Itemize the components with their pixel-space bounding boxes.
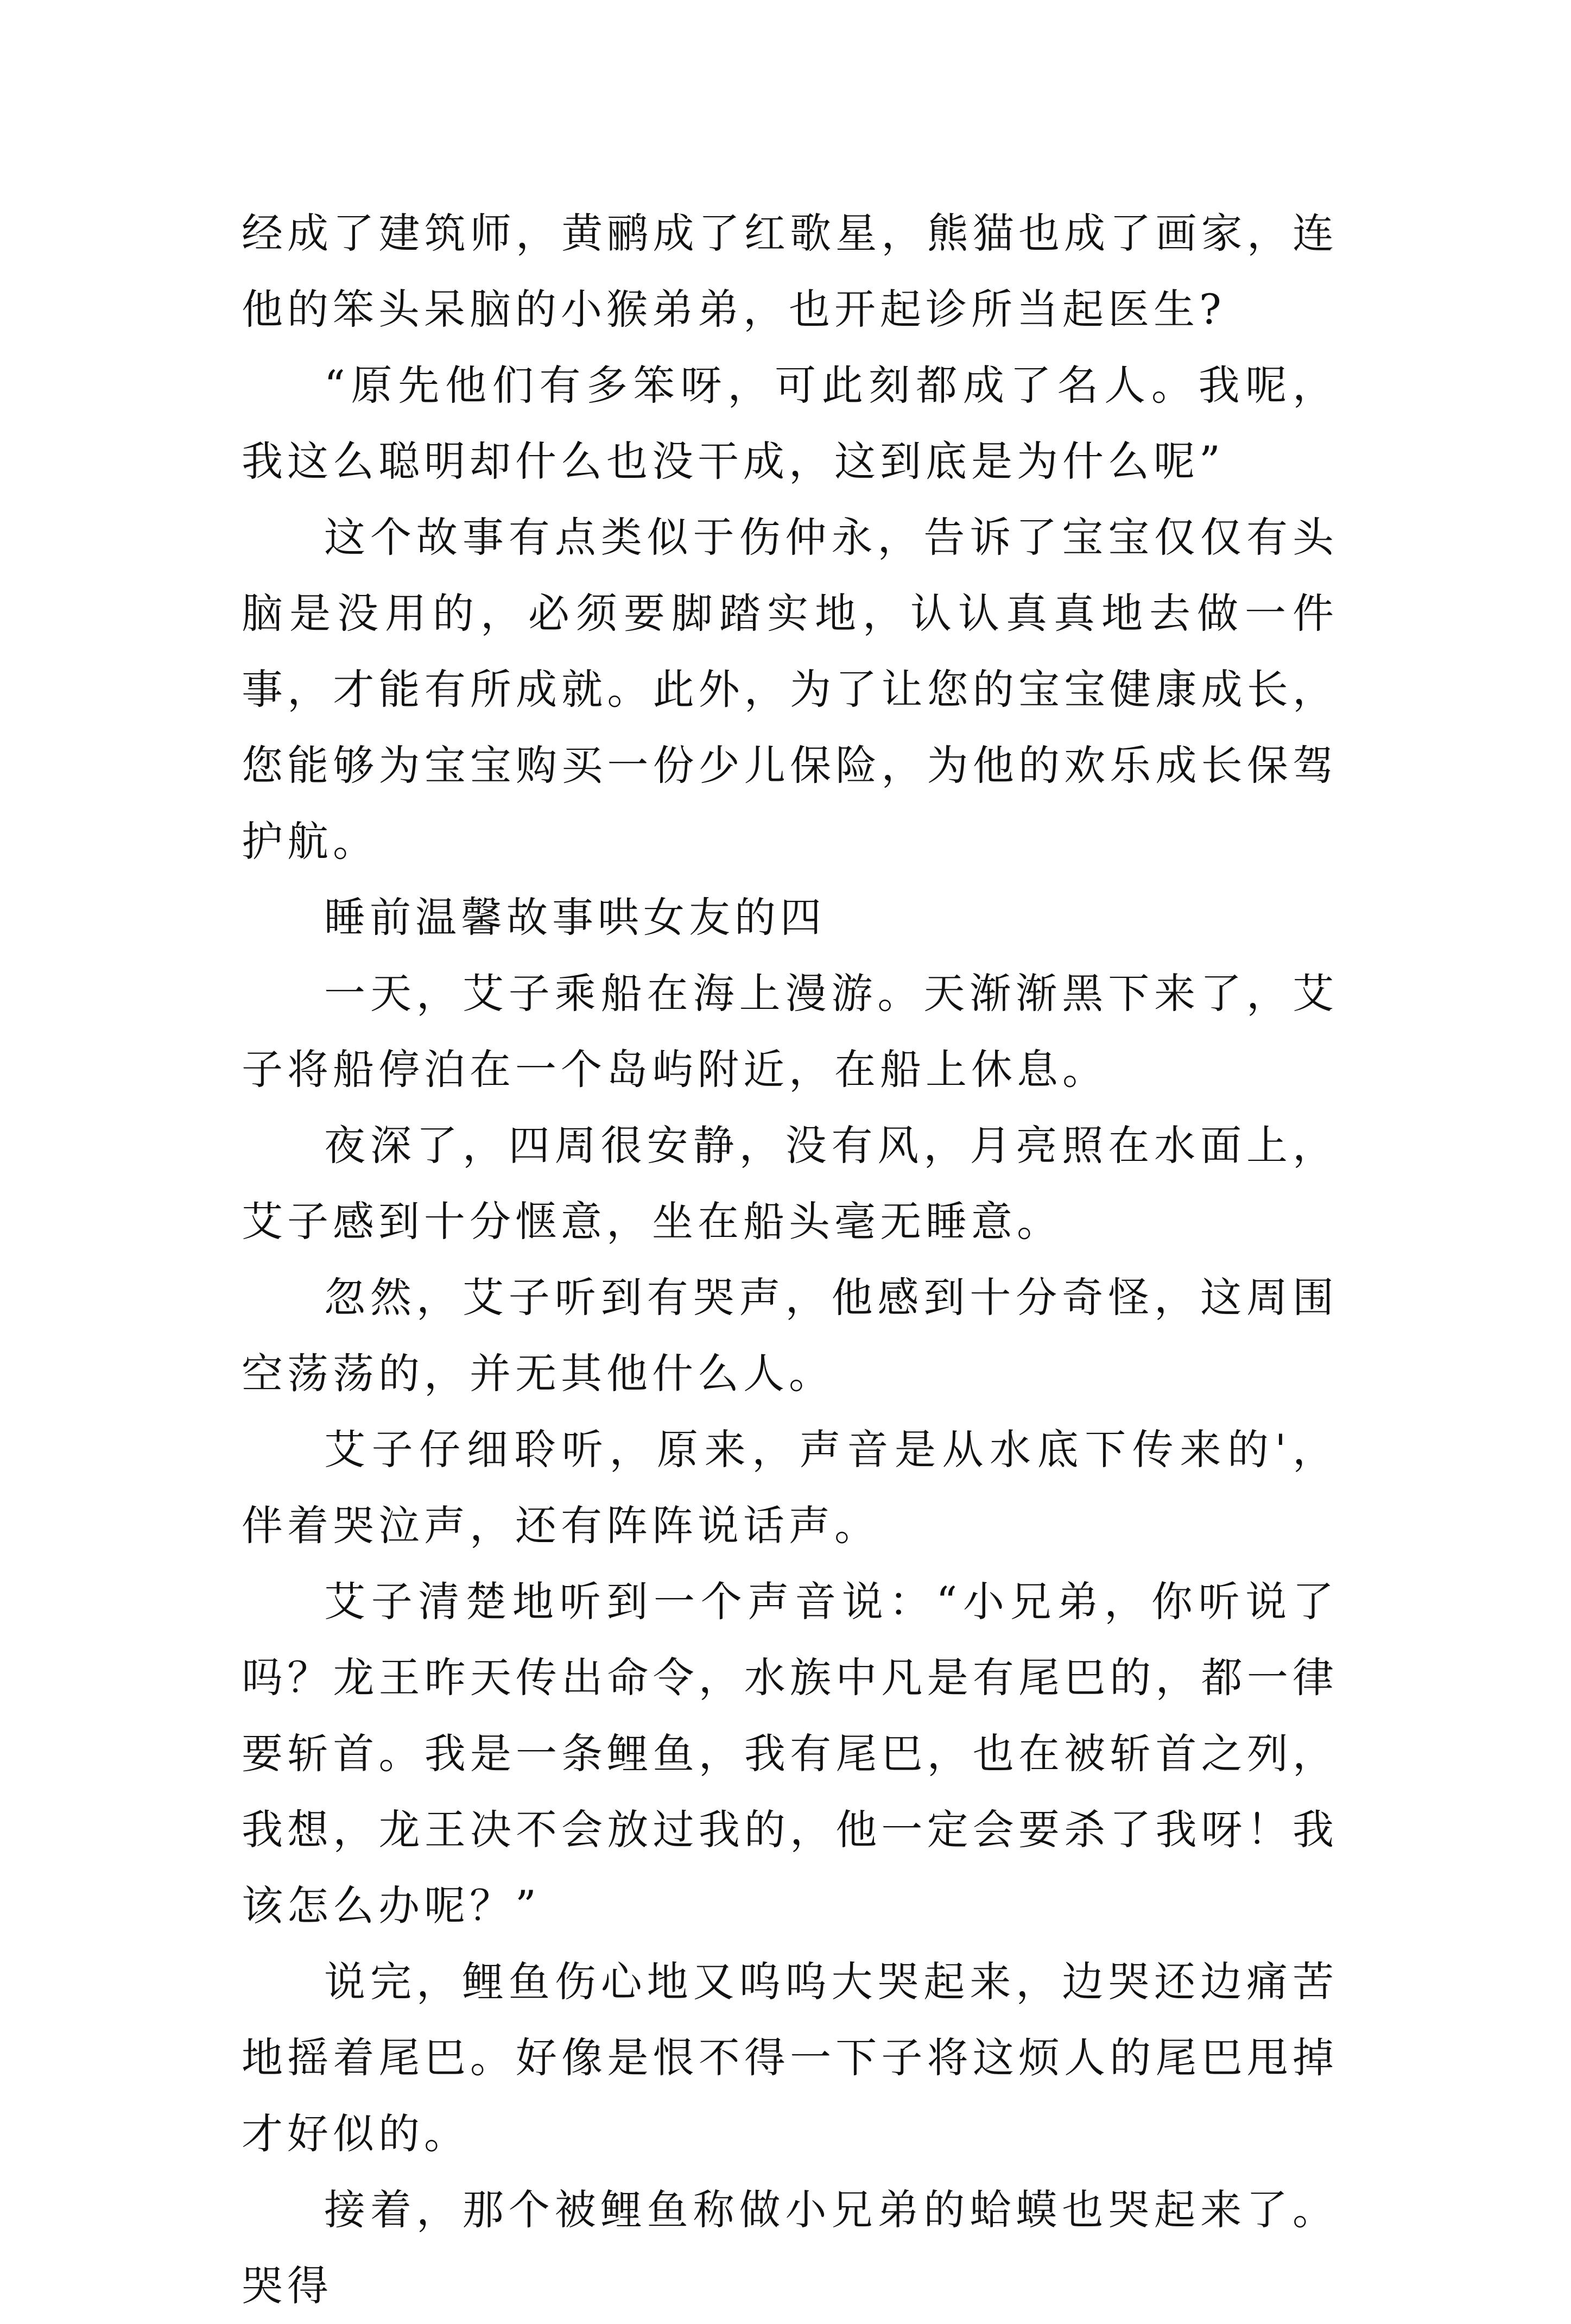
paragraph-11: 接着，那个被鲤鱼称做小兄弟的蛤蟆也哭起来了。哭得 (242, 2186, 1338, 2310)
paragraph-5: 一天，艾子乘船在海上漫游。天渐渐黑下来了，艾子将船停泊在一个岛屿附近，在船上休息。 (242, 969, 1338, 1094)
paragraph-3: 这个故事有点类似于伤仲永，告诉了宝宝仅仅有头脑是没用的，必须要脚踏实地，认认真真地去做一件事，才能有所成就。此外，为了让您的宝宝健康成长，您能够为宝宝购买一份少儿保险，为他的欢乐成长保驾护航。 (242, 513, 1338, 866)
paragraph-2: “原先他们有多笨呀，可此刻都成了名人。我呢，我这么聪明却什么也没干成，这到底是为什么呢” (242, 361, 1338, 485)
paragraph-10: 说完，鲤鱼伤心地又呜呜大哭起来，边哭还边痛苦地摇着尾巴。好像是恨不得一下子将这烦人的尾巴甩掉才好似的。 (242, 1957, 1338, 2158)
paragraph-8: 艾子仔细聆听，原来，声音是从水底下传来的'，伴着哭泣声，还有阵阵说话声。 (242, 1425, 1338, 1550)
section-heading: 睡前温馨故事哄女友的四 (324, 893, 826, 942)
document-body (242, 195, 1338, 2324)
paragraph-6: 夜深了，四周很安静，没有风，月亮照在水面上，艾子感到十分惬意，坐在船头毫无睡意。 (242, 1121, 1338, 1246)
paragraph-7: 忽然，艾子听到有哭声，他感到十分奇怪，这周围空荡荡的，并无其他什么人。 (242, 1273, 1338, 1398)
paragraph-1: 经成了建筑师，黄鹂成了红歌星，熊猫也成了画家，连他的笨头呆脑的小猴弟弟，也开起诊所当起医生? (242, 209, 1338, 333)
paragraph-9: 艾子清楚地听到一个声音说：“小兄弟，你听说了吗？龙王昨天传出命令，水族中凡是有尾巴的，都一律要斩首。我是一条鲤鱼，我有尾巴，也在被斩首之列，我想，龙王决不会放过我的，他一定会要杀了我呀！我该怎么办呢？” (242, 1577, 1338, 1930)
